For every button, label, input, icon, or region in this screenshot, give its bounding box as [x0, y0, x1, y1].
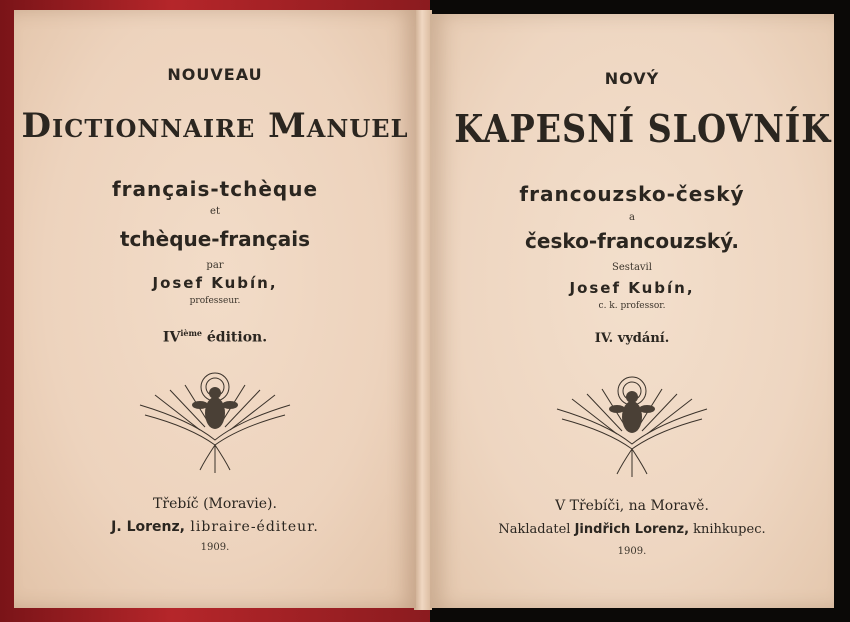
right-title-page [430, 14, 834, 608]
right-title: KAPESNÍ SLOVNÍK [454, 106, 832, 151]
left-edition-main: IV [162, 329, 181, 346]
left-year: 1909. [200, 542, 230, 553]
left-publisher-name: J. Lorenz, [111, 519, 185, 535]
left-title-page [14, 10, 416, 608]
left-title: Dictionnaire Manuel [21, 106, 409, 146]
left-author-title: professeur. [189, 296, 241, 306]
right-publisher-name: Jindřich Lorenz, [574, 522, 690, 537]
left-conj: et [210, 206, 220, 217]
right-heading-small: NOVÝ [604, 69, 660, 88]
left-subtitle-1: français-tchèque [111, 177, 319, 201]
left-heading-small: NOUVEAU [167, 65, 263, 84]
left-by: par [206, 260, 224, 271]
right-subtitle-2: česko-francouzský. [525, 229, 739, 253]
left-publisher-role: libraire-éditeur. [184, 519, 319, 535]
right-author-title: c. k. professor. [598, 301, 666, 311]
right-publisher [430, 522, 834, 537]
right-author: Josef Kubín, [569, 279, 695, 297]
right-publisher-prefix: Nakladatel [498, 522, 575, 537]
left-edition-rest: édition. [202, 329, 268, 346]
left-edition [14, 328, 416, 346]
left-edition-sup: ième [180, 328, 203, 338]
right-publisher-role: knihkupec. [689, 522, 766, 537]
left-place: Třebíč (Moravie). [153, 496, 277, 512]
right-edition: IV. vydání. [594, 331, 670, 346]
right-conj: a [629, 212, 635, 223]
right-compiled: Sestavil [612, 262, 652, 273]
right-year: 1909. [617, 546, 647, 557]
left-publisher [14, 519, 416, 535]
cherub-wreath-ornament-icon [130, 365, 300, 475]
left-subtitle-2: tchèque-français [119, 227, 311, 251]
right-place: V Třebíči, na Moravě. [555, 498, 709, 514]
cherub-wreath-ornament-icon [547, 369, 717, 479]
right-subtitle-1: francouzsko-český [519, 182, 745, 206]
left-author: Josef Kubín, [152, 274, 278, 292]
